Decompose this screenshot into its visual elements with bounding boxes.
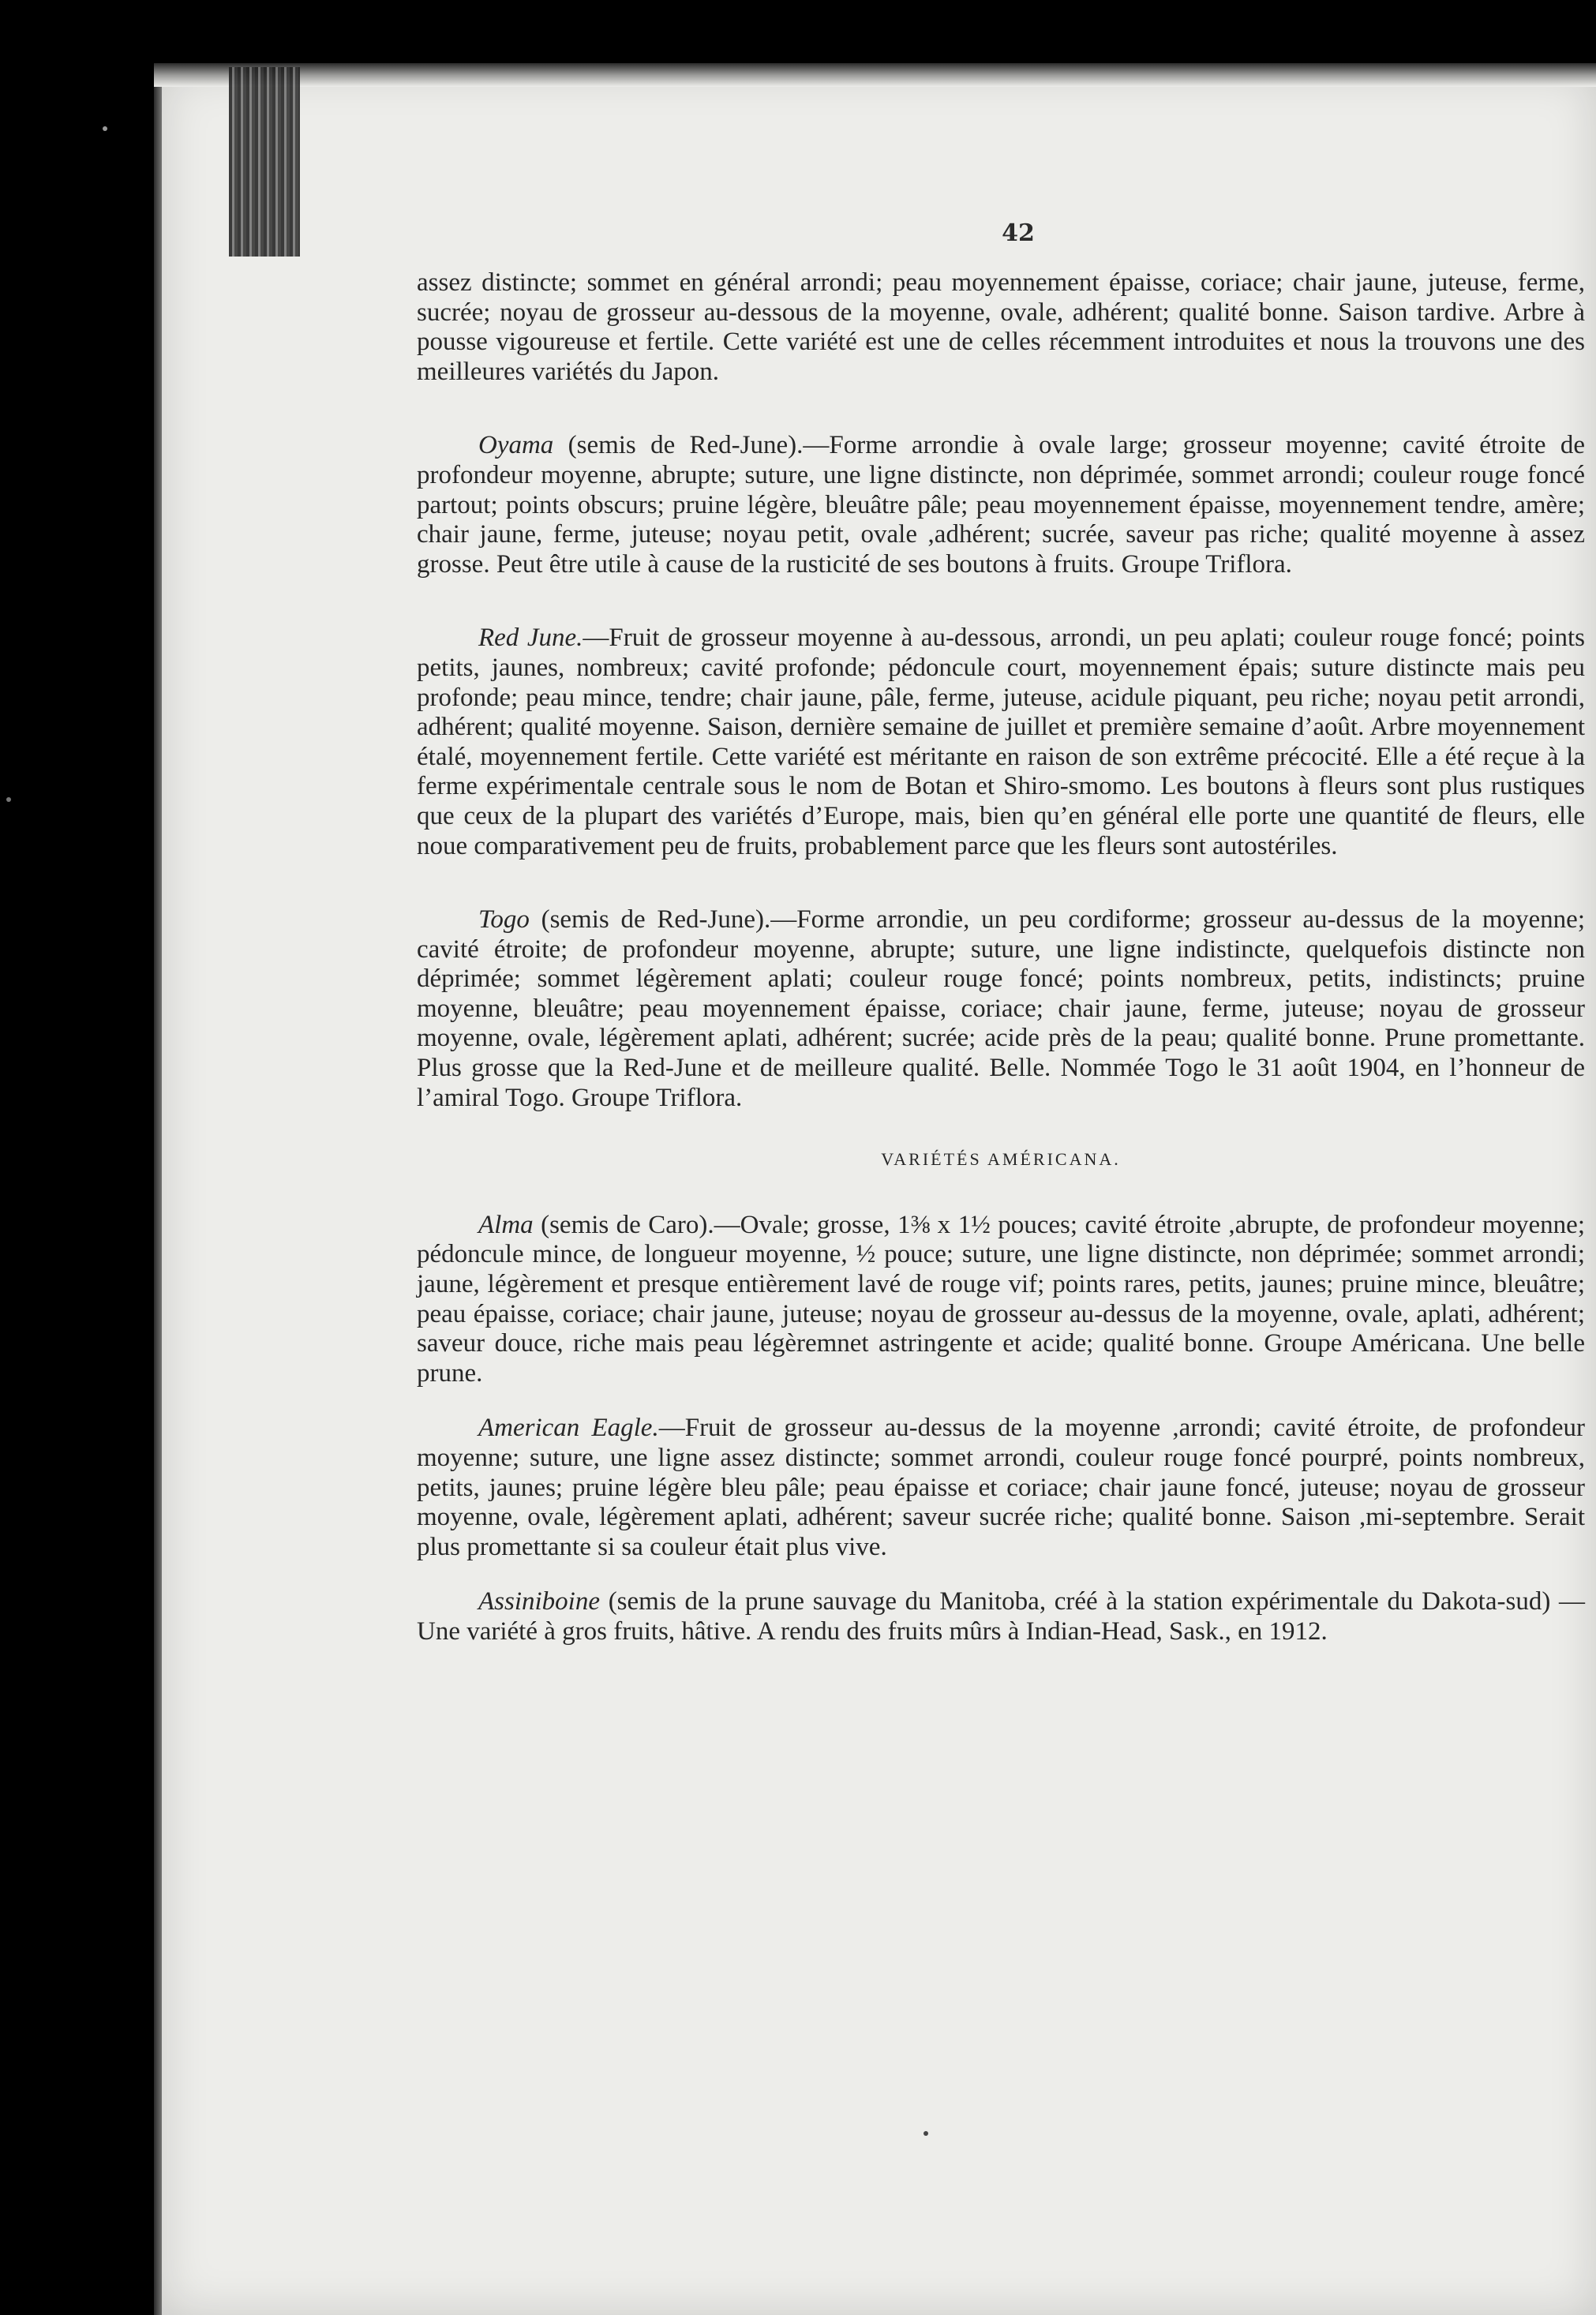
variety-name: Assiniboine: [478, 1587, 600, 1616]
scan-speck: [103, 126, 107, 131]
page-number: 42: [1002, 219, 1035, 247]
variety-name: Oyama: [478, 431, 554, 460]
variety-name: Red June.: [478, 624, 583, 653]
variety-name: Togo: [478, 905, 530, 935]
variety-entry-togo: [417, 905, 1585, 1113]
paragraph-continuation: [417, 268, 1585, 387]
variety-description: —Fruit de grosseur au-dessus de la moyenne ,arrondi; cavité étroite, de profondeur moyenne; suture, une ligne assez distincte; sommet arrondi, couleur rouge foncé pourpré, points nombreux, petits, jaunes; pruine légère bleu pâle; peau épaisse et coriace; chair jaune foncé, juteuse; noyau de grosseur moyenne, ovale, légèrement aplati, adhérent; saveur sucrée riche; qualité bonne. Saison ,mi-septembre. Serait plus promettante si sa couleur était plus vive.: [417, 1414, 1585, 1561]
variety-description: (semis de Red-June).—Forme arrondie, un peu cordiforme; grosseur au-dessus de la moyenne; cavité étroite; de profondeur moyenne, abrupte; suture, une ligne indistincte, quelquefois distincte non déprimée; sommet légèrement aplati; couleur rouge foncé; points nombreux, petits, indistincts; pruine moyenne, bleuâtre; peau moyennement épaisse, coriace; chair jaune, ferme, juteuse; noyau de grosseur moyenne, ovale, légèrement aplati, adhérent; sucrée; acide près de la peau; qualité bonne. Prune promettante. Plus grosse que la Red-June et de meilleure qualité. Belle. Nommée Togo le 31 août 1904, en l’honneur de l’amiral Togo. Groupe Triflora.: [417, 905, 1585, 1112]
section-heading: VARIÉTÉS AMÉRICANA.: [881, 1149, 1121, 1170]
variety-description: —Fruit de grosseur moyenne à au-dessous, arrondi, un peu aplati; couleur rouge foncé; points petits, jaunes, nombreux; cavité profonde; pédoncule court, moyennement épais; suture distincte mais peu profonde; peau mince, tendre; chair jaune, pâle, ferme, juteuse, acidule piquant, peu riche; noyau petit arrondi, adhérent; qualité moyenne. Saison, dernière semaine de juillet et première semaine d’août. Arbre moyennement étalé, moyennement fertile. Cette variété est méritante en raison de son extrême précocité. Elle a été reçue à la ferme expérimentale centrale sous le nom de Botan et Shiro-smomo. Les boutons à fleurs sont plus rustiques que ceux de la plupart des variétés d’Europe, mais, bien qu’en général elle porte une quantité de fleurs, elle noue comparativement peu de fruits, probablement parce que les fleurs sont autostériles.: [417, 624, 1585, 860]
page-body: [417, 268, 1585, 1691]
scan-speck: [6, 797, 11, 802]
scan-speck: [924, 2131, 928, 2136]
variety-description: (semis de la prune sauvage du Manitoba, créé à la station expérimentale du Dakota-sud) —Une variété à gros fruits, hâtive. A rendu des fruits mûrs à Indian-Head, Sask., en 1912.: [417, 1587, 1585, 1646]
variety-description: (semis de Caro).—Ovale; grosse, 1⅜ x 1½ pouces; cavité étroite ,abrupte, de profondeur moyenne; pédoncule mince, de longueur moyenne, ½ pouce; suture, une ligne distincte, non déprimée; sommet arrondi; jaune, légèrement et presque entièrement lavé de rouge vif; points rares, petits, jaunes; pruine mince, bleuâtre; peau épaisse, coriace; chair jaune, juteuse; noyau de grosseur au-dessus de la moyenne, ovale, aplati, adhérent; saveur douce, riche mais peau légèremnet astringente et acide; qualité bonne. Groupe Américana. Une belle prune.: [417, 1210, 1585, 1388]
variety-name: Alma: [478, 1210, 534, 1239]
variety-entry-assiniboine: [417, 1587, 1585, 1646]
variety-entry-american-eagle: [417, 1414, 1585, 1562]
variety-entry-alma: [417, 1211, 1585, 1389]
variety-entry-red-june: [417, 624, 1585, 861]
paragraph-text: assez distincte; sommet en général arrondi; peau moyennement épaisse, coriace; chair jaune, juteuse, ferme, sucrée; noyau de grosseur au-dessous de la moyenne, ovale, adhérent; qualité bonne. Saison tardive. Arbre à pousse vigoureuse et fertile. Cette variété est une de celles récemment introduites et nous la trouvons une des meilleures variétés du Japon.: [417, 268, 1585, 386]
variety-description: (semis de Red-June).—Forme arrondie à ovale large; grosseur moyenne; cavité étroite de profondeur moyenne, abrupte; suture, une ligne distincte, non déprimée, sommet arrondi; couleur rouge foncé partout; points obscurs; pruine légère, bleuâtre pâle; peau moyennement épaisse, moyennement tendre, amère; chair jaune, ferme, juteuse; noyau petit, ovale ,adhérent; sucrée, saveur pas riche; qualité moyenne à assez grosse. Peut être utile à cause de la rusticité de ses boutons à fruits. Groupe Triflora.: [417, 431, 1585, 579]
page-edge-shadow-top: [154, 63, 1596, 87]
variety-name: American Eagle.: [478, 1414, 659, 1443]
binding-strip: [229, 67, 300, 257]
variety-entry-oyama: [417, 431, 1585, 579]
